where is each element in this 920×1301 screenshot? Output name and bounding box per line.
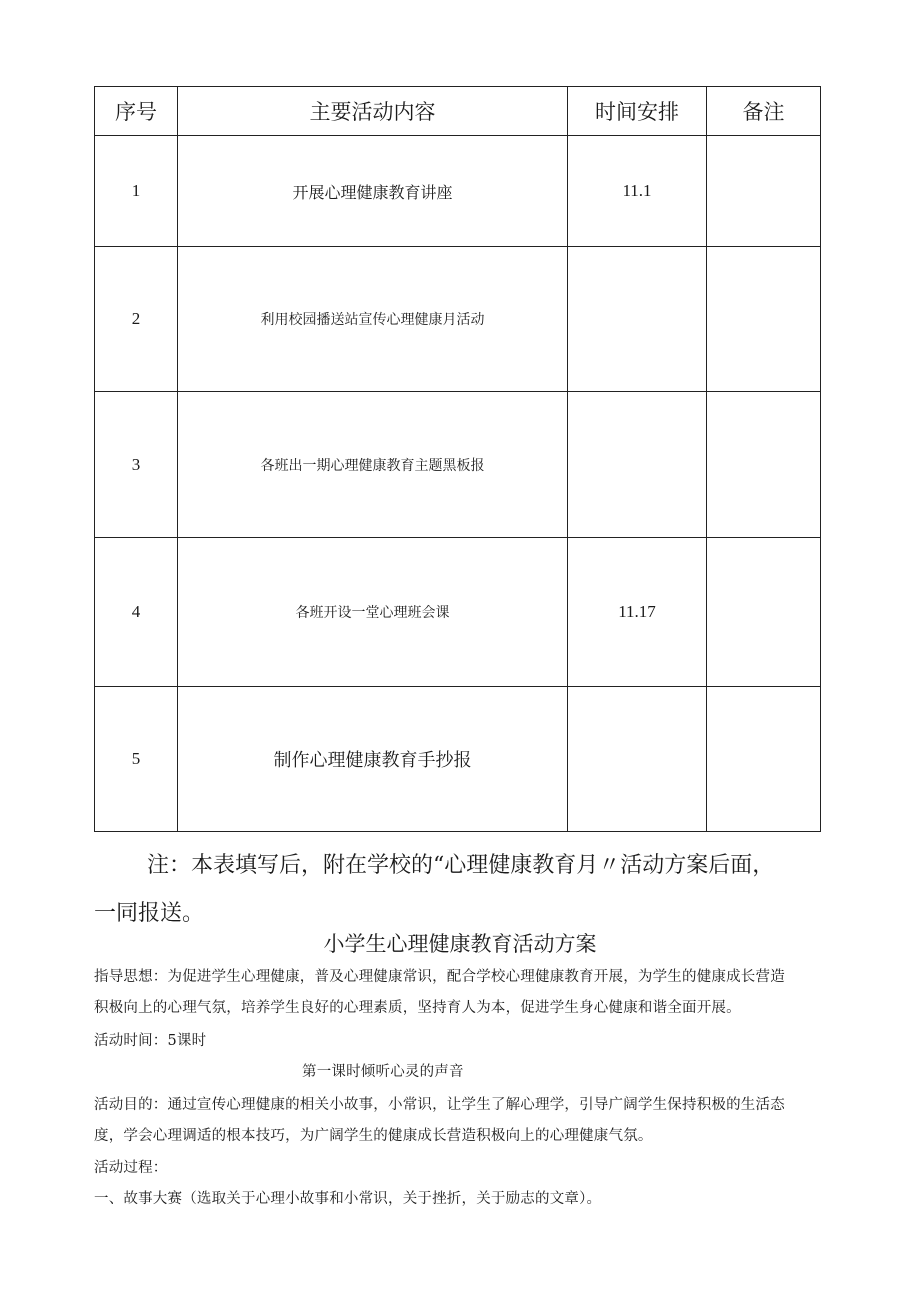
row-time: 11.17 xyxy=(568,538,707,687)
table-row xyxy=(95,392,821,538)
row-number: 5 xyxy=(95,687,178,832)
table-header-row xyxy=(95,87,821,136)
header-content: 主要活动内容 xyxy=(178,87,568,136)
header-number: 序号 xyxy=(95,87,178,136)
row-content: 各班开设一堂心理班会课 xyxy=(178,538,568,687)
table-row xyxy=(95,136,821,247)
row-remark xyxy=(707,538,821,687)
table-row xyxy=(95,247,821,392)
row-content: 制作心理健康教育手抄报 xyxy=(178,687,568,832)
row-number: 2 xyxy=(95,247,178,392)
guiding-thought-line2: 积极向上的心理气氛，培养学生良好的心理素质，坚持育人为本，促进学生身心健康和谐全面开展。 xyxy=(94,1000,741,1016)
row-remark xyxy=(707,136,821,247)
activity-step1: 一、故事大赛（选取关于心理小故事和小常识，关于挫折，关于励志的文章）。 xyxy=(94,1191,602,1207)
row-content: 开展心理健康教育讲座 xyxy=(178,136,568,247)
row-content: 各班出一期心理健康教育主题黑板报 xyxy=(178,392,568,538)
lesson1-title: 第一课时倾听心灵的声音 xyxy=(302,1064,464,1080)
activity-process-label: 活动过程： xyxy=(94,1160,168,1176)
table-row xyxy=(95,687,821,832)
row-time xyxy=(568,687,707,832)
activity-time: 活动时间：5课时 xyxy=(94,1033,207,1049)
row-number: 4 xyxy=(95,538,178,687)
activity-goal-line2: 度，学会心理调适的根本技巧，为广阔学生的健康成长营造积极向上的心理健康气氛。 xyxy=(94,1128,653,1144)
row-content: 利用校园播送站宣传心理健康月活动 xyxy=(178,247,568,392)
activity-goal-line1: 活动目的：通过宣传心理健康的相关小故事，小常识，让学生了解心理学，引导广阔学生保持积极的生活态 xyxy=(94,1097,785,1113)
row-number: 3 xyxy=(95,392,178,538)
row-remark xyxy=(707,392,821,538)
row-time: 11.1 xyxy=(568,136,707,247)
activity-schedule-table xyxy=(94,86,821,832)
row-remark xyxy=(707,247,821,392)
header-remark: 备注 xyxy=(707,87,821,136)
table-note-line1: 注：本表填写后，附在学校的“心理健康教育月〃活动方案后面， xyxy=(147,853,775,878)
table-row xyxy=(95,538,821,687)
plan-title: 小学生心理健康教育活动方案 xyxy=(323,932,597,956)
row-time xyxy=(568,392,707,538)
table-note-line2: 一同报送。 xyxy=(94,901,205,926)
header-time: 时间安排 xyxy=(568,87,707,136)
row-number: 1 xyxy=(95,136,178,247)
row-time xyxy=(568,247,707,392)
guiding-thought-line1: 指导思想：为促进学生心理健康，普及心理健康常识，配合学校心理健康教育开展，为学生的健康成长营造 xyxy=(94,969,785,985)
row-remark xyxy=(707,687,821,832)
